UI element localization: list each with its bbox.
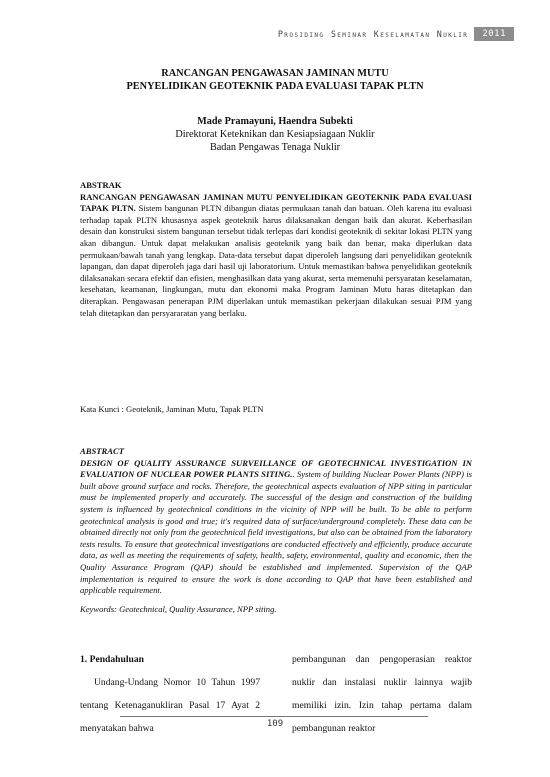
abstract-heading: ABSTRACT	[80, 446, 124, 456]
abstrak-lead: RANCANGAN PENGAWASAN JAMINAN MUTU PENYELIDIKAN GEOTEKNIK PADA EVALUASI TAPAK PLTN.	[80, 191, 472, 214]
running-header	[278, 26, 514, 42]
abstrak-paragraph	[80, 192, 472, 320]
right-column-text: pembangunan dan pengoperasian reaktor nuklir dan instalasi nuklir lainnya wajib memiliki izin. Izin tahap pertama dalam pembangunan reaktor	[292, 654, 472, 734]
year-badge: 2011	[474, 27, 514, 41]
title-line-1: RANCANGAN PENGAWASAN JAMINAN MUTU	[161, 68, 389, 79]
affiliation-line-1: Direktorat Keteknikan dan Kesiapsiagaan Nuklir	[175, 129, 375, 140]
abstract-lead: DESIGN OF QUALITY ASSURANCE SURVEILLANCE OF GEOTECHNICAL INVESTIGATION IN EVALUATION OF NUCLEAR POWER PLANTS SITING.	[80, 457, 472, 480]
abstract-section	[80, 446, 472, 597]
journal-name: Prosiding Seminar Keselamatan Nuklir	[277, 29, 469, 39]
abstract-body: . System of building Nuclear Power Plants (NPP) is built above ground surface and rocks. Therefore, the geotechnical aspects evaluation of NPP siting in particular must be implemented properly and accurately. The successful of the design and construction of the building system is influenced by geotechnical conditions in the vicinity of NPP will be built. To be able to perform geotechnical analysis is good and true; it's required data of surface/underground completely. These data can be obtained directly not only from the geotechnical field investigations, but also can be obtained from the laboratory tests results. To ensure that geotechnical investigations are conducted effectively and efficiently, produce accurate data, as well as meeting the requirements of safety, health, safety, environmental, quality and economic, then the Quality Assurance Program (QAP) should be established and implemented. Supervision of the QAP implementation is required to ensure the work is done according to QAP that have been established and applicable requirement.	[80, 469, 472, 596]
keywords: Keywords: Geotechnical, Quality Assurance, NPP siting.	[80, 604, 277, 614]
affiliation-line-2: Badan Pengawas Tenaga Nuklir	[209, 142, 341, 153]
abstract-paragraph	[80, 458, 472, 597]
title-line-2: PENYELIDIKAN GEOTEKNIK PADA EVALUASI TAPAK PLTN	[126, 81, 424, 92]
abstrak-section	[80, 180, 472, 319]
author-block	[0, 115, 550, 154]
abstrak-body: Sistem bangunan PLTN dibangun diatas permukaan tanah dan batuan. Oleh karena itu evaluasi terhadap tapak PLTN khusasnya aspek geoteknik harus dilaksanakan dengan baik dan akurat. Keberhasilan desain dan konstruksi sistem bangunan tersebut tidak terlepas dari kondisi geoteknik di sekitar lokasi PLTN yang akan dibangun. Untuk dapat melakukan analisis geoteknik yang baik dan benar, maka diperlukan data permukaan/bawah tanah yang lengkap. Data-data tersebut dapat diperoleh langsung dari penyelidikan geoteknik lapangan, dan dapat diperoleh jaga dari hasil uji laboratorium. Untuk memastikan bahwa penyelidikan geoteknik dilaksanakan secara efektif dan efisien, menghasilkan data yang akurat, serta memenuhi persyaratan keselamatan, kesehatan, keamanan, lingkungan, mutu dan ekonomi maka Program Jaminan Mutu haras ditetapkan dan diterapkan. Pengawasan penerapan PJM diperlakan untuk memastikan pekerjaan dilakukan sesuai PJM yang telah ditetapkan dan persyararatan yang berlaku.	[80, 203, 472, 318]
paper-title	[0, 67, 550, 93]
author-names: Made Pramayuni, Haendra Subekti	[197, 116, 353, 127]
abstrak-heading: ABSTRAK	[80, 180, 122, 190]
kata-kunci: Kata Kunci : Geoteknik, Jaminan Mutu, Tapak PLTN	[80, 404, 264, 414]
page-number: 109	[266, 719, 284, 729]
left-column-text: Undang-Undang Nomor 10 Tahun 1997 tentang Ketenaganukliran Pasal 17 Ayat 2 menyatakan bahwa	[80, 677, 260, 734]
footer-divider	[120, 716, 428, 717]
section-heading: 1. Pendahuluan	[80, 654, 144, 665]
